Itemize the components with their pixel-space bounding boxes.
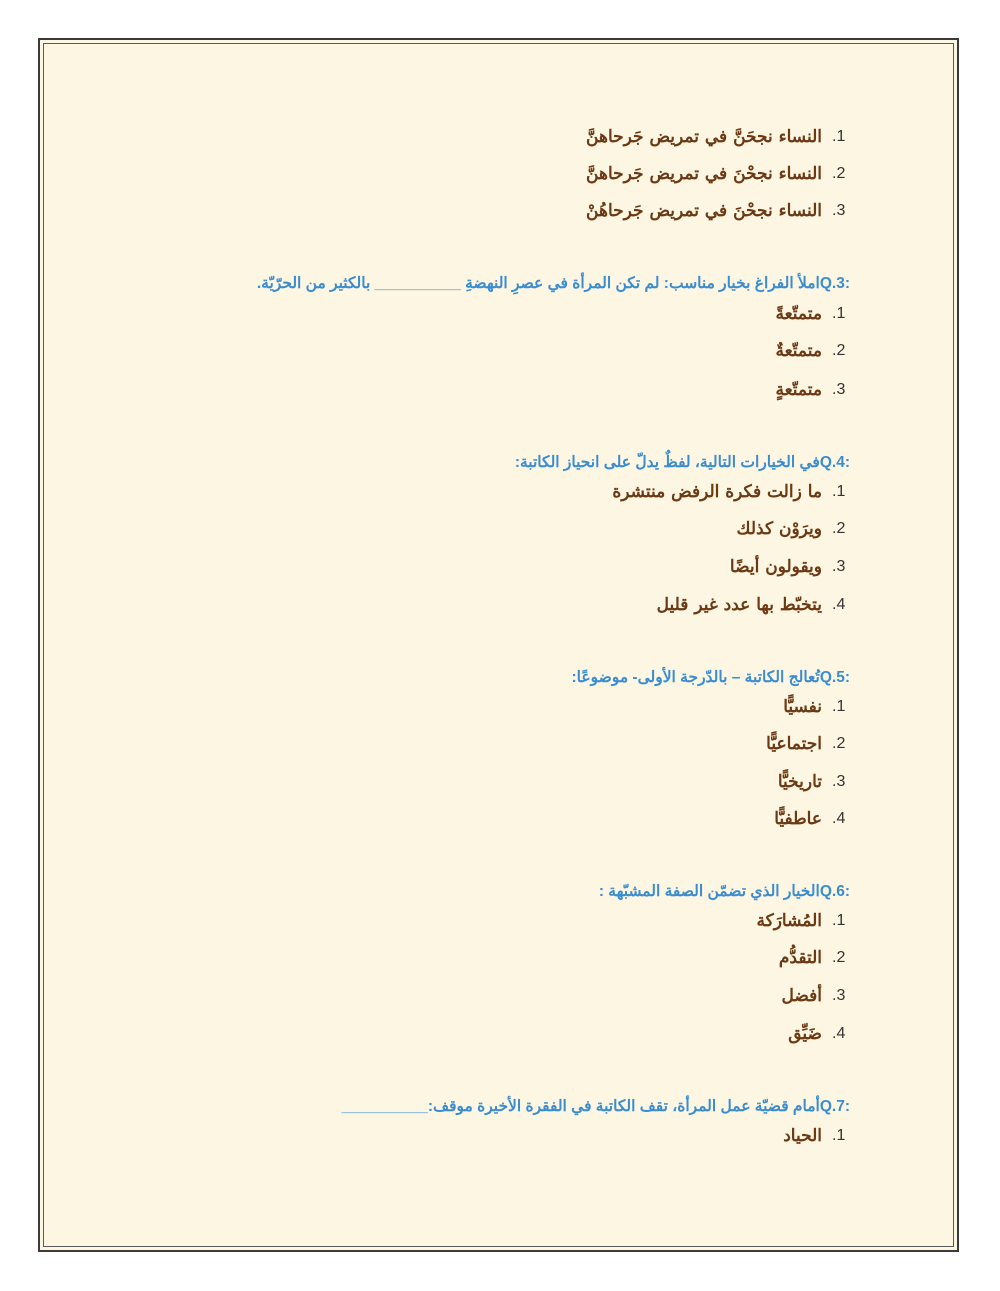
option-number: .1 — [832, 128, 846, 145]
option-number: .1 — [832, 305, 846, 322]
q2-option-2[interactable] — [586, 161, 850, 187]
option-number: .2 — [832, 342, 846, 359]
option-text: التقدُّم — [778, 948, 822, 968]
q7-option-1[interactable] — [783, 1123, 850, 1149]
option-text: ويقولون أيضًا — [729, 557, 822, 577]
q6-option-1[interactable] — [757, 908, 851, 934]
q2-option-1[interactable] — [586, 124, 850, 150]
q2-option-3[interactable] — [586, 198, 850, 224]
q6-option-3[interactable] — [782, 983, 850, 1009]
option-number: .1 — [832, 698, 846, 715]
option-number: .4 — [832, 1025, 846, 1042]
option-text: المُشارَكة — [756, 911, 822, 931]
q5-label: :Q.5تُعالج الكاتبة – بالدّرجة الأولى- موضوعًا: — [571, 669, 850, 686]
option-number: .2 — [832, 520, 846, 537]
q4-option-2[interactable] — [737, 516, 850, 542]
q4-label: :Q.4في الخيارات التالية، لفظٌ يدلّ على انحياز الكاتبة: — [514, 454, 850, 471]
q6-label: :Q.6الخيار الذي تضمّن الصفة المشبّهة : — [598, 883, 850, 900]
q5-option-1[interactable] — [783, 694, 850, 720]
option-text: نفسيًّا — [783, 697, 822, 717]
option-text: ما زالت فكرة الرفض منتشرة — [612, 482, 822, 502]
option-text: الحياد — [783, 1126, 822, 1146]
option-text: ويرَوْن كذلك — [736, 519, 822, 539]
option-text: متمتّعةٌ — [775, 341, 822, 361]
option-text: النساء نجحَنَّ في تمريض جَرحاهنَّ — [586, 127, 822, 147]
option-text: ضَيِّق — [788, 1024, 822, 1044]
option-number: .1 — [832, 1127, 846, 1144]
q7-label: :Q.7أمام قضيّة عمل المرأة، تقف الكاتبة في الفقرة الأخيرة موقف:__________ — [341, 1098, 850, 1115]
worksheet-page — [38, 38, 959, 1252]
q3-option-1[interactable] — [775, 301, 850, 327]
option-text: متمتّعةٍ — [775, 380, 822, 400]
q4-option-1[interactable] — [612, 479, 850, 505]
option-text: متمتّعةً — [775, 304, 822, 324]
option-text: تاريخيًّا — [777, 772, 822, 792]
option-number: .3 — [832, 381, 846, 398]
q5-option-2[interactable] — [766, 731, 850, 757]
option-text: النساء نجحْنَ في تمريض جَرحاهُنْ — [586, 201, 822, 221]
q4-option-3[interactable] — [730, 554, 850, 580]
q4-option-4[interactable] — [657, 592, 850, 618]
option-number: .4 — [832, 596, 846, 613]
option-number: .2 — [832, 949, 846, 966]
option-text: النساء نجحْنَ في تمريض جَرحاهنَّ — [586, 164, 822, 184]
q6-option-2[interactable] — [779, 945, 850, 971]
option-text: أفضل — [781, 986, 822, 1006]
q5-option-4[interactable] — [774, 806, 850, 832]
option-text: يتخبّط بها عدد غير قليل — [656, 595, 822, 615]
q6-option-4[interactable] — [788, 1021, 850, 1047]
option-text: عاطفيًّا — [774, 809, 822, 829]
q3-option-2[interactable] — [775, 338, 850, 364]
option-number: .3 — [832, 773, 846, 790]
q3-label: :Q.3املأ الفراغ بخيار مناسب: لم تكن المرأة في عصرِ النهضةِ __________ بالكثير من الحرّيّة. — [256, 275, 850, 292]
option-text: اجتماعيًّا — [766, 734, 822, 754]
option-number: .3 — [832, 987, 846, 1004]
option-number: .4 — [832, 810, 846, 827]
option-number: .1 — [832, 483, 846, 500]
q5-option-3[interactable] — [778, 769, 850, 795]
option-number: .2 — [832, 165, 846, 182]
option-number: .1 — [832, 912, 846, 929]
q3-option-3[interactable] — [775, 377, 850, 403]
option-number: .3 — [832, 558, 846, 575]
option-number: .3 — [832, 202, 846, 219]
option-number: .2 — [832, 735, 846, 752]
